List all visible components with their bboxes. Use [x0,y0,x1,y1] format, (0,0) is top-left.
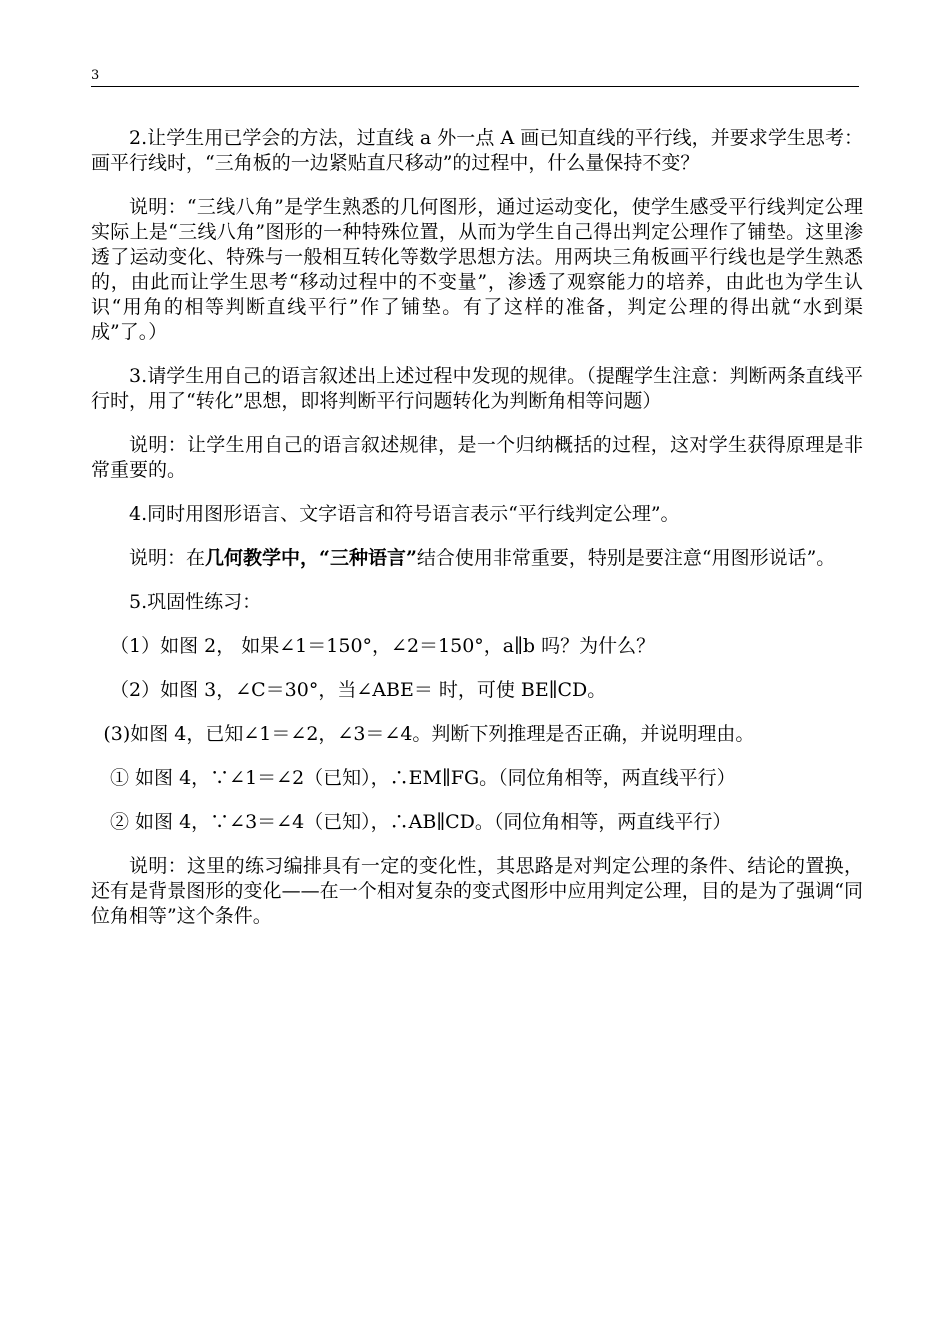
paragraph-step-2: 2.让学生用已学会的方法，过直线 a 外一点 A 画已知直线的平行线，并要求学生思考：画平行线时，“三角板的一边紧贴直尺移动”的过程中，什么量保持不变？ [91,127,863,174]
header-rule [91,86,859,87]
paragraph-note-2: 说明：让学生用自己的语言叙述规律，是一个归纳概括的过程，这对学生获得原理是非常重要的。 [91,434,863,481]
note-3-prefix: 说明：在 [129,547,206,569]
paragraph-step-4: 4.同时用图形语言、文字语言和符号语言表示“平行线判定公理”。 [129,503,680,525]
paragraph-step-3: 3.请学生用自己的语言叙述出上述过程中发现的规律。（提醒学生注意：判断两条直线平行时，用了“转化”思想，即将判断平行问题转化为判断角相等问题） [91,365,863,412]
exercise-3-item-1: ① 如图 4，∵∠1＝∠2（已知），∴EM∥FG。（同位角相等，两直线平行） [110,767,736,789]
note-3-bold: 几何教学中，“三种语言” [205,547,417,569]
paragraph-note-1: 说明：“三线八角”是学生熟悉的几何图形，通过运动变化，使学生感受平行线判定公理实际上是“三线八角”图形的一种特殊位置，从而为学生自己得出判定公理作了铺垫。这里渗透了运动变化、特殊与一般相互转化等数学思想方法。用两块三角板画平行线也是学生熟悉的，由此而让学生思考“移动过程中的不变量”，渗透了观察能力的培养，由此也为学生认识“用角的相等判断直线平行”作了铺垫。有了这样的准备，判定公理的得出就“水到渠成”了。） [91,196,863,343]
paragraph-note-3 [91,546,863,571]
page-number: 3 [91,68,100,83]
paragraph-note-4: 说明：这里的练习编排具有一定的变化性，其思路是对判定公理的条件、结论的置换，还有是背景图形的变化——在一个相对复杂的变式图形中应用判定公理，目的是为了强调“同位角相等”这个条件。 [91,855,863,927]
exercise-1: （1）如图 2， 如果∠1＝150°，∠2＝150°，a∥b 吗？为什么？ [110,635,656,657]
exercise-3: (3)如图 4，已知∠1＝∠2，∠3＝∠4。判断下列推理是否正确，并说明理由。 [103,723,755,745]
exercise-3-item-2: ② 如图 4，∵∠3＝∠4（已知），∴AB∥CD。（同位角相等，两直线平行） [110,811,732,833]
exercise-2: （2）如图 3，∠C＝30°，当∠ABE＝ 时，可使 BE∥CD。 [110,679,607,701]
note-3-suffix: 结合使用非常重要，特别是要注意“用图形说话”。 [416,547,836,569]
paragraph-step-5: 5.巩固性练习： [129,591,262,613]
document-body [91,126,863,948]
